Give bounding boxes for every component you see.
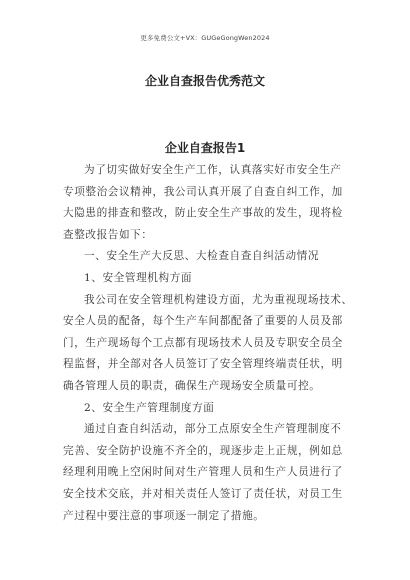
text-line: 我公司在安全管理机构建设方面，尤为重视现场技术、 (84, 293, 353, 306)
text-line: 经理利用晚上空闲时间对生产管理人员和生产人员进行了 (63, 466, 343, 479)
paragraph (63, 290, 353, 398)
text-line: 门，生产现场每个工点都有现场技术人员及专职安全员全 (63, 336, 343, 349)
text-line: 专项整治会议精神，我公司认真开展了自查自纠工作，加 (63, 185, 343, 198)
text-line: 程监督，并全部对各人员签订了安全管理终端责任状，明 (63, 358, 343, 371)
header-watermark: 更多免费公文+VX：GUGeGongWen2024 (140, 34, 270, 42)
text-line: 确各管理人员的职责，确保生产现场安全质量可控。 (63, 379, 321, 392)
text-line: 大隐患的排查和整改，防止安全生产事故的发生，现将检 (63, 207, 343, 220)
document-title: 企业自查报告优秀范文 (144, 74, 265, 88)
document-body (63, 160, 353, 527)
paragraph (63, 246, 348, 268)
text-line: 通过自查自纠活动，部分工点原安全生产管理制度不 (84, 423, 342, 436)
text-line: 1、安全管理机构方面 (84, 271, 193, 284)
text-line: 一、安全生产大反思、大检查自查自纠活动情况 (84, 250, 320, 263)
text-line: 完善、安全防护设施不齐全的，现逐步走上正规，例如总 (63, 444, 343, 457)
paragraph (63, 419, 348, 527)
paragraph (63, 398, 348, 420)
text-line: 2、安全生产管理制度方面 (84, 401, 215, 414)
text-line: 查整改报告如下： (63, 228, 153, 241)
paragraph (63, 268, 348, 290)
paragraph (63, 160, 348, 246)
text-line: 安全人员的配备，每个生产车间都配备了重要的人员及部 (63, 315, 343, 328)
text-line: 产过程中要注意的事项逐一制定了措施。 (63, 509, 265, 522)
text-line: 安全技术交底，并对相关责任人签订了责任状，对员工生 (63, 487, 343, 500)
text-line: 为了切实做好安全生产工作，认真落实好市安全生产 (84, 164, 342, 176)
section-title: 企业自查报告1 (164, 141, 246, 155)
